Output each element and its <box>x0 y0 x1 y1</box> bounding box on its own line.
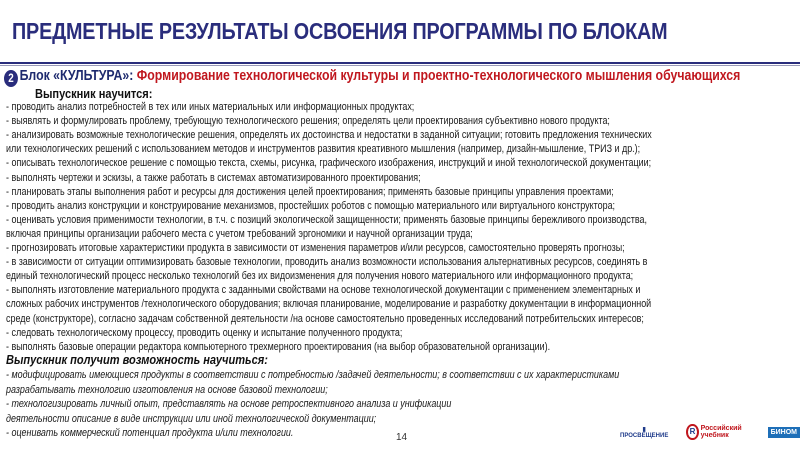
logo-prosveshchenie-text: ПРОСВЕЩЕНИЕ <box>620 432 669 439</box>
will-learn-line: - описывать технологическое решение с помощью текста, схемы, рисунка, графического изображения, инструкций и иной технологической документации; <box>6 157 652 170</box>
page-number: 14 <box>396 432 408 443</box>
opportunity-line: деятельности описание в виде инструкции или иной технологической документации; <box>6 412 377 425</box>
opportunity-line: - модифицировать имеющиеся продукты в соответствии с потребностью /задачей деятельности; в соответствии с их характеристиками <box>6 369 620 381</box>
opportunity-heading: Выпускник получит возможность научиться: <box>6 352 268 367</box>
page-title: ПРЕДМЕТНЫЕ РЕЗУЛЬТАТЫ ОСВОЕНИЯ ПРОГРАММЫ ПО БЛОКАМ <box>12 18 668 44</box>
will-learn-line: - проводить анализ потребностей в тех или иных материальных или информационных продуктах; <box>6 101 415 113</box>
will-learn-heading: Выпускник научится: <box>35 86 153 101</box>
logo-prosveshchenie: ▮ ПРОСВЕЩЕНИЕ <box>620 426 669 439</box>
will-learn-line: - проводить анализ конструкции и конструирование механизмов, простейших роботов с помощью материального или виртуального конструктора; <box>6 199 616 212</box>
will-learn-line: включая принципы организации рабочего места с учетом требований эргономики и научной организации труда; <box>6 227 473 240</box>
will-learn-line: сложных рабочих инструментов /технологического оборудования; включая планирование, моделирование и разработку документации в информационной <box>6 298 652 311</box>
will-learn-line: - в зависимости от ситуации оптимизировать базовые технологии, проводить анализ возможности использования альтернативных ресурсов, соединять в <box>6 256 648 269</box>
logo-rossiyskiy-uchebnik <box>686 424 749 440</box>
block-name: Блок «КУЛЬТУРА»: <box>19 67 134 84</box>
will-learn-line: - выполнять чертежи и эскизы, а также работать в системах автоматизированного проектирования; <box>6 171 421 184</box>
will-learn-line: - следовать технологическому процессу, проводить оценку и испытание полученного продукта; <box>6 326 403 339</box>
will-learn-line: среде (конструкторе), согласно задачам собственной деятельности /на основе самостоятельно проведенных исследований потребительских интересов; <box>6 312 644 325</box>
publisher-logos <box>620 424 800 440</box>
block-number-badge: 2 <box>4 70 18 87</box>
will-learn-line: - анализировать возможные технологические решения, определять их достоинства и недостатки в заданной ситуации; готовить предложения технических <box>6 129 652 142</box>
divider-thin <box>0 65 800 66</box>
divider <box>0 62 800 64</box>
block-topic: Формирование технологической культуры и проектно-технологического мышления обучающихся <box>136 67 741 84</box>
logo-rossiyskiy-uchebnik-text: Российский учебник <box>700 425 742 439</box>
will-learn-line: - планировать этапы выполнения работ и ресурсы для достижения целей проектирования; применять базовые принципы управления проектами; <box>6 185 614 198</box>
will-learn-line: - оценивать условия применимости технологии, в т.ч. с позиций экологической защищенности; применять базовые принципы бережливого производства, <box>6 213 647 226</box>
will-learn-line: или технологических решений с использованием методов и инструментов развития креативного мышления (например, дизайн-мышление, ТРИЗ и др.); <box>6 143 641 156</box>
will-learn-line: - выполнять базовые операции редактора компьютерного трехмерного проектирования (на выбор образовательной организации). <box>6 340 551 353</box>
block-header <box>4 67 740 87</box>
will-learn-line: - выполнять изготовление материального продукта с заданными свойствами на основе технологической документации с применением элементарных и <box>6 284 641 297</box>
will-learn-line: единый технологический процесс несколько технологий без их видоизменения для получения нового материального или информационного продукта; <box>6 270 634 283</box>
logo-binom: БИНОМ <box>768 427 800 438</box>
will-learn-line: - прогнозировать итоговые характеристики продукта в зависимости от изменения параметров и/или ресурсов, самостоятельно проверять прогнозы; <box>6 242 625 254</box>
r-circle-icon: R <box>686 424 698 440</box>
opportunity-line: - оценивать коммерческий потенциал продукта и/или технологии. <box>6 427 294 439</box>
opportunity-line: разрабатывать технологию изготовления на основе базовой технологии; <box>6 383 328 396</box>
opportunity-line: - технологизировать личный опыт, представлять на основе ретроспективного анализа и унификации <box>6 398 452 410</box>
will-learn-line: - выявлять и формулировать проблему, требующую технологического решения; определять цели проектирования субъективно нового продукта; <box>6 115 610 128</box>
